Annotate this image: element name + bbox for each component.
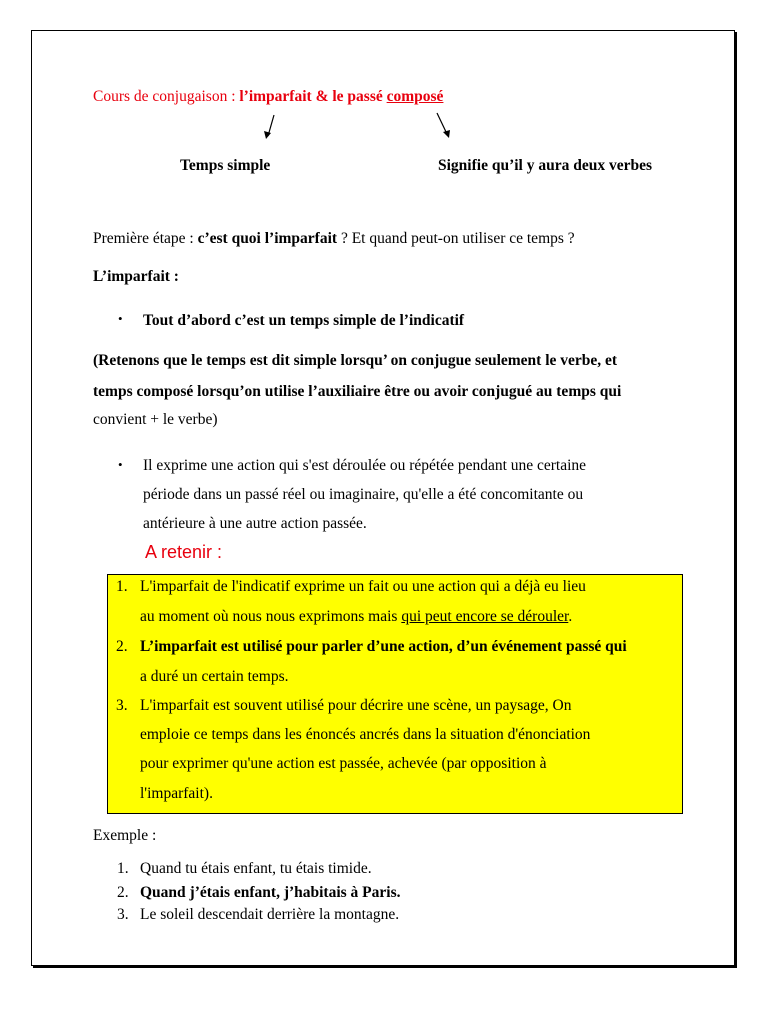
annotation-right: Signifie qu’il y aura deux verbes [438,157,653,174]
step-suffix: ? Et quand peut-on utiliser ce temps ? [337,230,575,247]
parenthetical-line-1: (Retenons que le temps est dit simple lorsqu’ on conjugue seulement le verbe, et [93,352,618,369]
step-line [93,224,575,254]
section-heading [93,262,179,292]
example-3-text: Le soleil descendait derrière la montagne. [140,906,400,923]
annotation-arrows [0,0,768,200]
retenir-item-1-line-2 [140,608,572,626]
bullet-2-line-3: antérieure à une autre action passée. [143,515,367,532]
retenir-item-2-number: 2. [116,638,128,655]
step-bold: c’est quoi l’imparfait [197,230,338,247]
retenir-item-3-line-1: L'imparfait est souvent utilisé pour décrire une scène, un paysage, On [140,697,572,714]
annotation-left: Temps simple [180,157,271,174]
arrow-left-icon [264,115,274,139]
title-underlined: composé [386,88,444,105]
retenir-item-2-line-2: a duré un certain temps. [140,668,289,685]
arrow-right-icon [437,113,450,138]
retenir-item-1-line-2-plain: au moment où nous nous exprimons mais [140,608,402,625]
step-prefix: Première étape : [93,230,198,247]
bullet-dot-icon: • [118,311,123,326]
retenir-box [107,574,683,814]
parenthetical-line-3: convient + le verbe) [93,411,218,428]
title-prefix: Cours de conjugaison : [93,88,240,105]
title-bold: l’imparfait & le passé [239,88,387,105]
retenir-item-1-line-1: L'imparfait de l'indicatif exprime un fait ou une action qui a déjà eu lieu [140,578,586,595]
retenir-item-3-number: 3. [116,697,128,714]
bullet-2-line-2: période dans un passé réel ou imaginaire, qu'elle a été concomitante ou [143,486,584,503]
retenir-item-1-line-2-underlined: qui peut encore se dérouler [401,608,569,625]
retenir-item-3-line-4: l'imparfait). [140,785,213,802]
section-heading-text: L’imparfait : [93,268,179,285]
bullet-1-text: Tout d’abord c’est un temps simple de l’indicatif [143,312,465,329]
bullet-2-line-1: Il exprime une action qui s'est déroulée ou répétée pendant une certaine [143,457,587,474]
retenir-item-3-line-3: pour exprimer qu'une action est passée, achevée (par opposition à [140,755,547,772]
example-label: Exemple : [93,827,157,844]
retenir-item-2-line-1: L’imparfait est utilisé pour parler d’une action, d’un événement passé qui [140,638,627,655]
example-1-text: Quand tu étais enfant, tu étais timide. [140,860,372,877]
retenir-item-1-line-2-end: . [568,608,573,625]
retenir-item-1-number: 1. [116,578,128,595]
example-2-text: Quand j’étais enfant, j’habitais à Paris. [140,884,401,901]
example-1-number: 1. [117,860,129,877]
example-2-number: 2. [117,884,129,901]
retenir-label: A retenir : [145,542,223,562]
example-3-number: 3. [117,906,129,923]
retenir-item-3-line-2: emploie ce temps dans les énoncés ancrés dans la situation d'énonciation [140,726,591,743]
bullet-dot-icon: • [118,457,123,472]
parenthetical-line-2: temps composé lorsqu’on utilise l’auxiliaire être ou avoir conjugué au temps qui [93,383,622,400]
